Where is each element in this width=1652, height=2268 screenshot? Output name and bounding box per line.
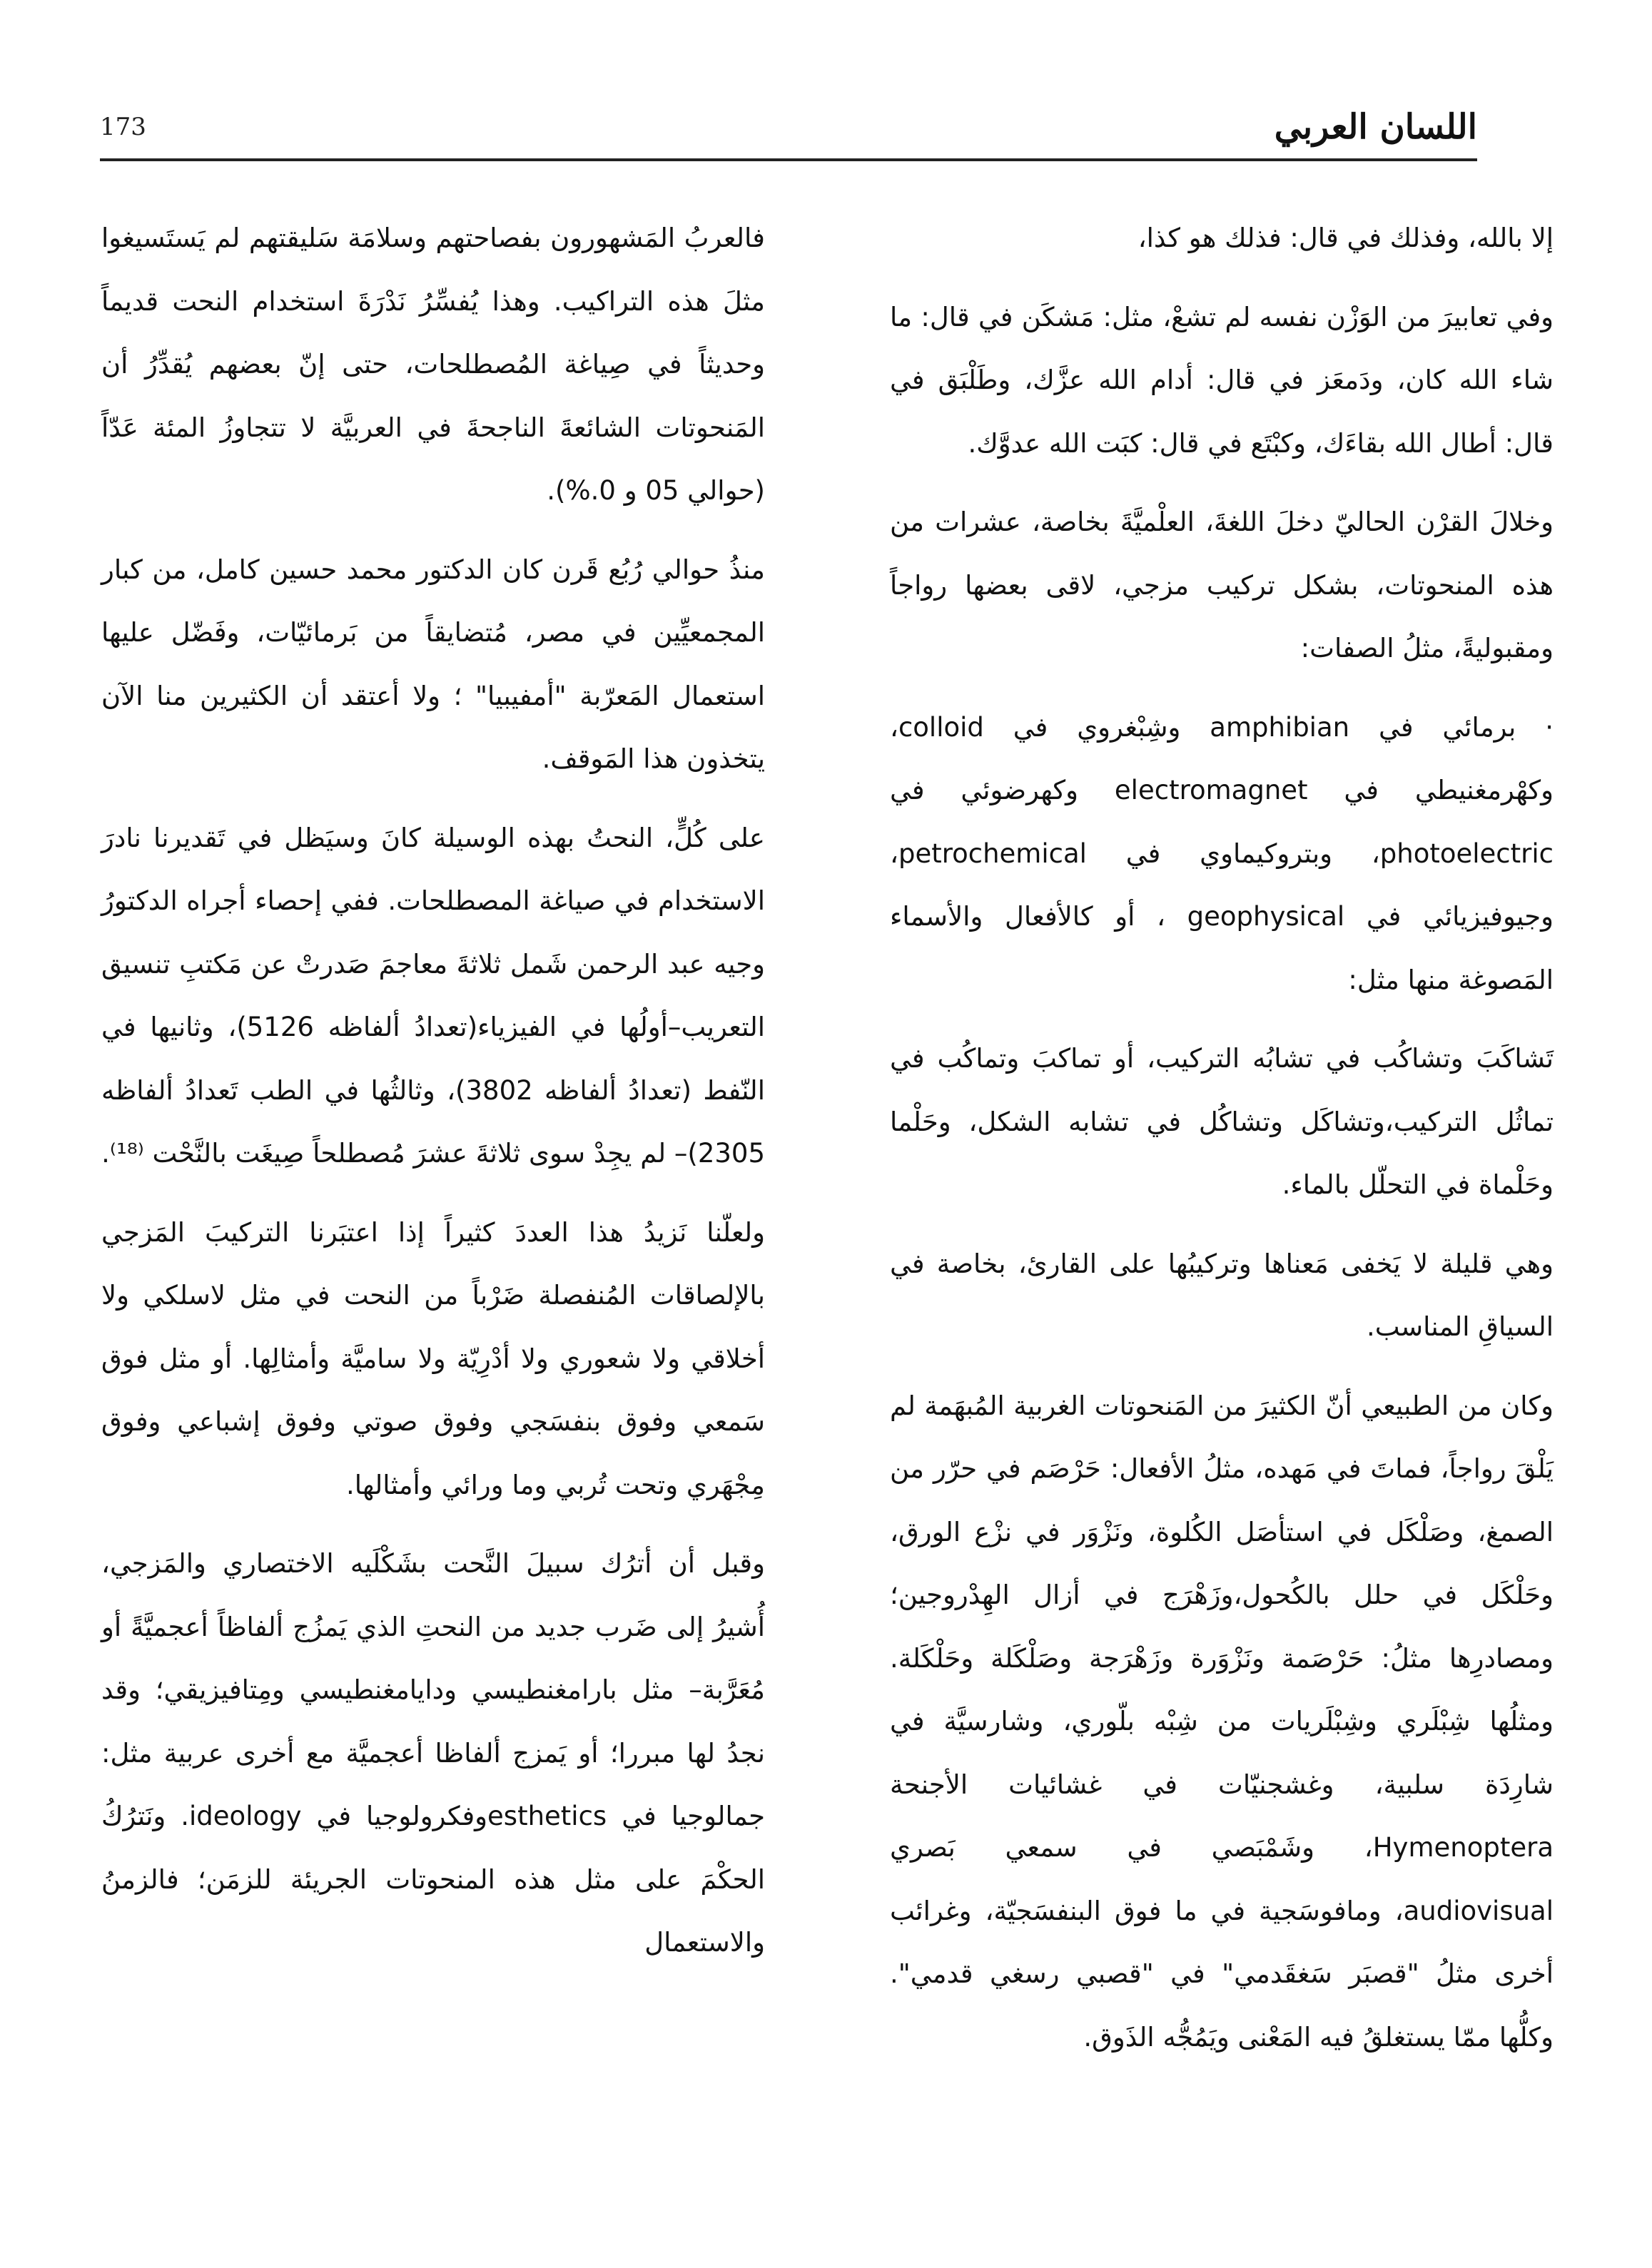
paragraph: تَشاكَبَ وتشاكُب في تشابُه التركيب، أو تماكبَ وتماكُب في تماثُل التركيب،وتشاكَل وتشاكُل في تشابه الشكل، وحَلْما وحَلْماة في التحلّل بالماء. — [890, 1043, 1554, 1200]
page-number: 173 — [100, 113, 146, 141]
header-rule — [100, 158, 1477, 161]
paragraph: إلا بالله، وفذلك في قال: فذلك هو كذا، — [1137, 223, 1554, 253]
paragraph: على كُلٍّ، النحتُ بهذه الوسيلة كانَ وسيَظل في تَقديرنا نادرَ الاستخدام في صياغة المصطلحات. ففي إحصاء أجراه الدكتورُ وجيه عبد الرحمن شَمل ثلاثةَ معاجمَ صَدرتْ عن مَكتبِ تنسيق التعريب–أولُها في الفيزياء(تعدادُ ألفاظه 5126)، وثانيها في النّفط (تعدادُ ألفاظه 3802)، وثالثُها في الطب تَعدادُ ألفاظه 2305)– لم يجِدْ سوى ثلاثةَ عشرَ مُصطلحاً صِيغَت بالنَّحْت ⁽¹⁸⁾. — [101, 822, 765, 1169]
page-header — [100, 107, 1477, 171]
paragraph: وخلالَ القرْن الحاليّ دخلَ اللغةَ، العلْميَّةَ بخاصة، عشرات من هذه المنحوتات، بشكل تركيب مزجي، لاقى بعضها رواجاً ومقبوليةً، مثلُ الصفات: — [890, 507, 1554, 663]
paragraph: منذُ حوالي رُبُع قَرن كان الدكتور محمد حسين كامل، من كبار المجمعيِّين في مصر، مُتضايقاً من بَرمائيّات، وفَضّل عليها استعمال المَعرّبة "أمفيبيا" ؛ ولا أعتقد أن الكثيرين منا الآن يتخذون هذا المَوقف. — [101, 554, 765, 774]
right-column — [890, 207, 1554, 2085]
paragraph: وفي تعابيرَ من الوَزْن نفسه لم تشعْ، مثل: مَشكَن في قال: ما شاء الله كان، ودَمعَز في قال: أدام الله عزَّك، وطَلْبَق في قال: أطال الله بقاءَك، وكبْتَع في قال: كبَت الله عدوَّك. — [890, 301, 1554, 459]
paragraph: · برمائي في amphibian وشِبْغروي في colloid، وكهْرمغنيطي في electromagnet وكهرضوئي في photoelectric، وبتروكيماوي في petrochemical، وجيوفيزيائي في geophysical ، أو كالأفعال والأسماء المَصوغة منها مثل: — [890, 711, 1554, 995]
paragraph: وكان من الطبيعي أنّ الكثيرَ من المَنحوتات الغربية المُبهَمة لم يَلْقَ رواجاً، فماتَ في مَهده، مثلُ الأفعال: حَرْصَم في حرّر من الصمغ، وصَلْكَل في استأصَل الكُلوة، ونَزْوَر في نزْع الورق، وحَلْكَل في حلل بالكُحول،وزَهْرَج في أزال الهِدْروجين؛ ومصادرِها مثلُ: حَرْصَمة ونَزْوَرة وزَهْرَجة وصَلْكَلة وحَلْكَلة. ومثلُها شِبْلَري وشِبْلَريات من شِبْه بلّوري، وشارسيَّة في شارِدَة سلبية، وغشجنيّات في غشائيات الأجنحة Hymenoptera، وشَمْبَصي في سمعي بَصري audiovisual، ومافوسَجية في ما فوق البنفسَجيّة، وغرائب أخرى مثلُ "قصبَر سَغقَدمي" في "قصبي رسغي قدمي". وكلُّها ممّا يستغلقُ فيه المَعْنى ويَمُجُّه الذَوق. — [890, 1390, 1554, 2053]
left-column — [101, 207, 765, 1990]
paragraph: فالعربُ المَشهورون بفصاحتهم وسلامَة سَليقتهم لم يَستَسيغوا مثلَ هذه التراكيب. وهذا يُفسِّرُ نَدْرَةَ استخدام النحت قديماً وحديثاً في صِياغة المُصطلحات، حتى إنّ بعضهم يُقدِّرُ أن المَنحوتات الشائعةَ الناجحةَ في العربيَّة لا تتجاوزُ المئة عَدّاً (حوالي 05 و 0.%). — [101, 223, 765, 506]
paragraph: وهي قليلة لا يَخفى مَعناها وتركيبُها على القارئ، بخاصة في السياقِ المناسب. — [890, 1248, 1554, 1342]
journal-title: اللسان العربي — [1274, 107, 1477, 147]
paragraph: ولعلّنا نَزيدُ هذا العددَ كثيراً إذا اعتبَرنا التركيبَ المَزجي بالإلصاقات المُنفصلة ضَرْباً من النحت في مثل لاسلكي ولا أخلاقي ولا شعوري ولا أدْرِيّة ولا ساميَّة وأمثالِها. أو مثل فوق سَمعي وفوق بنفسَجي وفوق صوتي وفوق إشباعي وفوق مِجْهَري وتحت تُربي وما ورائي وأمثالها. — [101, 1216, 765, 1500]
paragraph: وقبل أن أترُك سبيلَ النَّحت بشَكْلَيه الاختصاري والمَزجي، أُشيرُ إلى ضَرب جديد من النحتِ الذي يَمزُج ألفاظاً أعجميَّةً أو مُعَرَّبة– مثل بارامغنطيسي ودايامغنطيسي ومِتافيزيقي؛ وقد نجدُ لها مبررا؛ أو يَمزج ألفاظا أعجميَّة مع أخرى عربية مثل: جمالوجيا في estheticsوفكرولوجيا في ideology. ونَترُكُ الحكْمَ على مثل هذه المنحوتات الجريئة للزمَن؛ فالزمنُ والاستعمال — [101, 1548, 765, 1958]
